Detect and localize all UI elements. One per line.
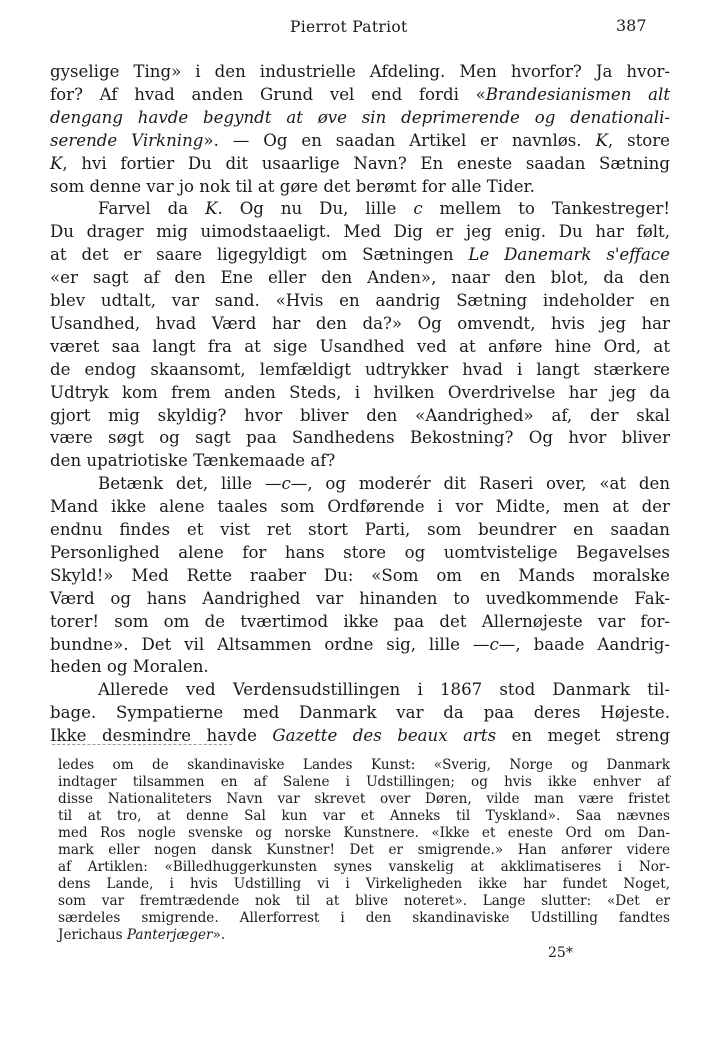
text-run: Betænk det, lille — bbox=[98, 474, 282, 493]
text-line bbox=[50, 60, 670, 83]
text-line bbox=[50, 197, 670, 220]
text-line bbox=[50, 701, 670, 724]
text-run: disse Nationaliteters Navn var skrevet over Døren, vilde man være fristet bbox=[58, 791, 670, 807]
italic-text: K bbox=[205, 199, 218, 218]
text-run: for? Af hvad anden Grund vel end fordi « bbox=[50, 85, 486, 104]
italic-text: K bbox=[50, 154, 63, 173]
text-run: Personlighed alene for hans store og uomtvistelige Begavelses bbox=[50, 543, 670, 562]
running-title: Pierrot Patriot bbox=[290, 18, 408, 36]
text-run: Allerede ved Verdensudstillingen i 1867 stod Danmark til- bbox=[98, 680, 670, 699]
text-run: Jerichaus bbox=[58, 927, 127, 943]
footnote-line bbox=[58, 808, 670, 825]
footnote-line bbox=[58, 910, 670, 927]
italic-text: Panterjæger bbox=[126, 927, 213, 943]
text-run: bage. Sympatierne med Danmark var da paa deres Højeste. bbox=[50, 703, 670, 722]
footnote-line bbox=[58, 859, 670, 876]
text-run: —, baade Aandrig- bbox=[498, 635, 670, 654]
text-run: Udtryk kom frem anden Steds, i hvilken Overdrivelse har jeg da bbox=[50, 383, 670, 402]
text-line bbox=[50, 243, 670, 266]
text-line bbox=[50, 564, 670, 587]
text-run: dens Lande, i hvis Udstilling vi i Virkeligheden ikke har fundet Noget, bbox=[58, 876, 670, 892]
italic-text: c bbox=[489, 635, 499, 654]
text-run: blev udtalt, var sand. «Hvis en aandrig Sætning indeholder en bbox=[50, 291, 670, 310]
italic-text: c bbox=[281, 474, 291, 493]
text-line bbox=[50, 449, 670, 472]
text-run: de endog skaansomt, lemfældigt udtrykker hvad i langt stærkere bbox=[50, 360, 670, 379]
footnote-line bbox=[58, 876, 670, 893]
text-run: som var fremtrædende nok til at blive noteret». Lange slutter: «Det er bbox=[58, 893, 670, 909]
italic-text: Le Danemark s'efface bbox=[468, 245, 670, 264]
footnote-line bbox=[58, 825, 670, 842]
footnote-line bbox=[58, 774, 670, 791]
text-run: Farvel da bbox=[98, 199, 206, 218]
text-line bbox=[50, 518, 670, 541]
text-run: «er sagt af den Ene eller den Anden», naar den blot, da den bbox=[50, 268, 670, 287]
text-run: mellem to Tankestreger! bbox=[422, 199, 671, 218]
signature-mark: 25* bbox=[548, 945, 573, 961]
text-run: ledes om de skandinaviske Landes Kunst: «Sverig, Norge og Danmark bbox=[58, 757, 670, 773]
text-line bbox=[50, 312, 670, 335]
text-line bbox=[50, 220, 670, 243]
text-line bbox=[50, 404, 670, 427]
text-run: , store bbox=[607, 131, 670, 150]
text-line bbox=[50, 335, 670, 358]
text-run: gjort mig skyldig? hvor bliver den «Aandrighed» af, der skal bbox=[50, 406, 670, 425]
text-line bbox=[50, 152, 670, 175]
text-line bbox=[50, 678, 670, 701]
text-run: af Artiklen: «Billedhuggerkunsten synes vanskelig at akklimatiseres i Nor- bbox=[58, 859, 670, 875]
text-run: gyselige Ting» i den industrielle Afdeling. Men hvorfor? Ja hvor- bbox=[50, 62, 670, 81]
text-line bbox=[50, 381, 670, 404]
italic-text: K bbox=[595, 131, 608, 150]
text-run: Ikke desmindre havde bbox=[50, 726, 273, 745]
text-line bbox=[50, 610, 670, 633]
footnote-line bbox=[58, 893, 670, 910]
text-line bbox=[50, 266, 670, 289]
text-run: endnu findes et vist ret stort Parti, som beundrer en saadan bbox=[50, 520, 670, 539]
text-run: at det er saare ligegyldigt om Sætningen bbox=[50, 245, 469, 264]
italic-text: Gazette des beaux arts bbox=[272, 726, 497, 745]
text-run: Mand ikke alene taales som Ordførende i vor Midte, men at der bbox=[50, 497, 670, 516]
text-run: bundne». Det vil Altsammen ordne sig, lille — bbox=[50, 635, 490, 654]
text-run: til at tro, at denne Sal kun var et Anneks til Tyskland». Saa nævnes bbox=[58, 808, 670, 824]
text-run: heden og Moralen. bbox=[50, 657, 209, 676]
text-line bbox=[50, 587, 670, 610]
text-run: være søgt og sagt paa Sandhedens Bekostning? Og hvor bliver bbox=[50, 428, 670, 447]
text-line bbox=[50, 426, 670, 449]
text-run: ». — Og en saadan Artikel er navnløs. bbox=[203, 131, 596, 150]
text-run: ». bbox=[212, 927, 226, 943]
text-line bbox=[50, 472, 670, 495]
text-run: mark eller nogen dansk Kunstner! Det er smigrende.» Han anfører videre bbox=[58, 842, 670, 858]
text-line bbox=[50, 106, 670, 129]
text-line bbox=[50, 655, 670, 678]
footnote-line bbox=[58, 757, 670, 774]
text-line bbox=[50, 633, 670, 656]
italic-text: Brandesianismen alt bbox=[485, 85, 670, 104]
text-line bbox=[50, 289, 670, 312]
text-run: , hvi fortier Du dit usaarlige Navn? En eneste saadan Sætning bbox=[62, 154, 670, 173]
text-run: en meget streng bbox=[496, 726, 670, 745]
text-run: med Ros nogle svenske og norske Kunstnere. «Ikke et eneste Ord om Dan- bbox=[58, 825, 670, 841]
text-run: Du drager mig uimodstaaeligt. Med Dig er jeg enig. Du har følt, bbox=[50, 222, 670, 241]
text-line bbox=[50, 541, 670, 564]
italic-text: c bbox=[413, 199, 423, 218]
footnote-rule bbox=[52, 744, 232, 745]
footnote-line bbox=[58, 927, 670, 944]
text-line bbox=[50, 83, 670, 106]
text-run: torer! som om de tværtimod ikke paa det Allernøjeste var for- bbox=[50, 612, 670, 631]
text-run: været saa langt fra at sige Usandhed ved at anføre hine Ord, at bbox=[50, 337, 670, 356]
text-run: den upatriotiske Tænkemaade af? bbox=[50, 451, 336, 470]
text-line bbox=[50, 175, 670, 198]
text-line bbox=[50, 129, 670, 152]
text-run: —, og moderér dit Raseri over, «at den bbox=[290, 474, 671, 493]
text-run: Værd og hans Aandrighed var hinanden to uvedkommende Fak- bbox=[50, 589, 670, 608]
italic-text: dengang havde begyndt at øve sin deprimerende og denationali- bbox=[50, 108, 670, 127]
italic-text: serende Virkning bbox=[50, 131, 204, 150]
text-run: som denne var jo nok til at gøre det berømt for alle Tider. bbox=[50, 177, 535, 196]
text-run: Usandhed, hvad Værd har den da?» Og omvendt, hvis jeg har bbox=[50, 314, 670, 333]
footnote-line bbox=[58, 842, 670, 859]
text-line bbox=[50, 358, 670, 381]
footnote-line bbox=[58, 791, 670, 808]
text-run: indtager tilsammen en af Salene i Udstillingen; og hvis ikke enhver af bbox=[58, 774, 670, 790]
page-number: 387 bbox=[616, 16, 647, 35]
text-line bbox=[50, 495, 670, 518]
text-run: . Og nu Du, lille bbox=[217, 199, 414, 218]
text-run: Skyld!» Med Rette raaber Du: «Som om en Mands moralske bbox=[50, 566, 670, 585]
text-run: særdeles smigrende. Allerforrest i den skandinaviske Udstilling fandtes bbox=[58, 910, 670, 926]
